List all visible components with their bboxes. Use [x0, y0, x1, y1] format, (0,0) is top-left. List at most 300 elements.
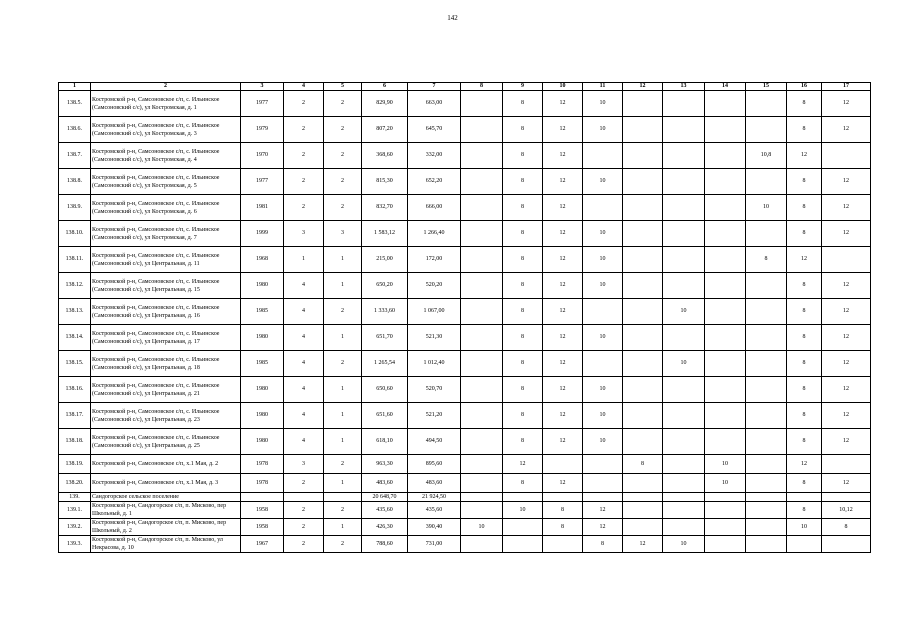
table-cell: 12 [543, 325, 583, 351]
table-cell: 139.2. [59, 519, 91, 536]
table-cell [461, 169, 503, 195]
table-cell: 8 [623, 455, 663, 474]
table-cell: Костромской р-н, Сандогорское с/п, п. Мисково, пер Школьный, д. 2 [91, 519, 241, 536]
table-cell: 12 [822, 377, 871, 403]
table-cell [461, 195, 503, 221]
table-cell [461, 325, 503, 351]
table-cell: 8 [543, 519, 583, 536]
table-cell [623, 195, 663, 221]
table-cell: 8 [787, 169, 822, 195]
table-cell: 8 [503, 221, 543, 247]
table-cell: 4 [284, 273, 324, 299]
table-cell [663, 502, 705, 519]
table-cell: 435,60 [408, 502, 461, 519]
table-cell [663, 455, 705, 474]
table-cell: 8 [543, 502, 583, 519]
table-cell: 12 [543, 117, 583, 143]
table-cell: 1 [324, 247, 362, 273]
table-cell: 139. [59, 493, 91, 502]
table-cell: 12 [787, 143, 822, 169]
table-cell: 618,10 [362, 429, 408, 455]
table-cell: 4 [284, 299, 324, 325]
table-cell [663, 143, 705, 169]
table-cell: 1977 [241, 91, 284, 117]
table-cell [461, 143, 503, 169]
table-cell: 12 [583, 502, 623, 519]
table-cell: 2 [284, 536, 324, 553]
table-cell: 8 [503, 351, 543, 377]
table-cell: Костромской р-н, Самсоновское с/п, с. Ильинское (Самсоновский с/с), ул Центральная, д. 11 [91, 247, 241, 273]
table-cell: Костромской р-н, Самсоновское с/п, с. Ильинское (Самсоновский с/с), ул Костромская, д. 4 [91, 143, 241, 169]
table-cell: Костромской р-н, Сандогорское с/п, п. Мисково, ул Некрасова, д. 10 [91, 536, 241, 553]
table-row [59, 536, 871, 553]
table-cell: 10 [583, 273, 623, 299]
table-cell: 4 [284, 351, 324, 377]
table-cell [705, 221, 746, 247]
table-cell: 10 [461, 519, 503, 536]
table-cell [583, 493, 623, 502]
table-cell: 138.10. [59, 221, 91, 247]
table-cell: Костромской р-н, Самсоновское с/п, с. Ильинское (Самсоновский с/с), ул Центральная, д. 25 [91, 429, 241, 455]
table-cell: 8 [503, 195, 543, 221]
table-cell [705, 502, 746, 519]
table-row [59, 273, 871, 299]
table-cell: 8 [787, 91, 822, 117]
table-cell: 10 [705, 474, 746, 493]
table-cell: 8 [503, 325, 543, 351]
table-cell [583, 474, 623, 493]
table-row [59, 455, 871, 474]
table-cell [583, 351, 623, 377]
table-cell: 12 [543, 273, 583, 299]
table-row [59, 325, 871, 351]
table-cell: 2 [324, 299, 362, 325]
table-cell: 12 [822, 299, 871, 325]
table-cell: 12 [623, 536, 663, 553]
table-cell: 8 [503, 273, 543, 299]
table-cell: 12 [543, 91, 583, 117]
column-header: 14 [705, 83, 746, 91]
table-cell [241, 493, 284, 502]
table-row [59, 117, 871, 143]
table-cell [583, 299, 623, 325]
table-cell: 8 [822, 519, 871, 536]
table-cell: 10 [583, 377, 623, 403]
table-cell: 8 [503, 299, 543, 325]
table-cell: 12 [543, 143, 583, 169]
table-cell: 1 012,40 [408, 351, 461, 377]
table-cell [663, 247, 705, 273]
table-cell: 10 [746, 195, 787, 221]
page-number: 142 [447, 14, 458, 22]
table-cell: 1 067,00 [408, 299, 461, 325]
table-cell: Костромской р-н, Самсоновское с/п, с. Ильинское (Самсоновский с/с), ул Центральная, д. 16 [91, 299, 241, 325]
table-cell: 12 [503, 455, 543, 474]
table-cell [746, 403, 787, 429]
table-cell [663, 91, 705, 117]
table-cell: 435,60 [362, 502, 408, 519]
table-cell: 12 [822, 474, 871, 493]
table-cell: 8 [787, 351, 822, 377]
table-cell: 1 583,12 [362, 221, 408, 247]
table-cell [746, 299, 787, 325]
table-cell [663, 474, 705, 493]
table-cell: 815,30 [362, 169, 408, 195]
table-cell: 1980 [241, 377, 284, 403]
table-cell [822, 247, 871, 273]
table-cell [583, 455, 623, 474]
table-cell: 2 [324, 351, 362, 377]
table-cell: 1 [324, 325, 362, 351]
table-cell [663, 493, 705, 502]
table-cell: 332,00 [408, 143, 461, 169]
table-cell: 10 [663, 299, 705, 325]
table-cell: 12 [822, 325, 871, 351]
table-cell: 645,70 [408, 117, 461, 143]
table-cell: 8 [503, 403, 543, 429]
table-cell: 1985 [241, 351, 284, 377]
table-body [59, 91, 871, 553]
table-cell [705, 91, 746, 117]
table-cell: 8 [787, 117, 822, 143]
table-cell [461, 474, 503, 493]
table-cell: 12 [822, 169, 871, 195]
table-cell [746, 493, 787, 502]
table-cell: Костромской р-н, Самсоновское с/п, с. Ильинское (Самсоновский с/с), ул Костромская, д. 7 [91, 221, 241, 247]
table-cell [543, 455, 583, 474]
table-cell [705, 429, 746, 455]
table-row [59, 377, 871, 403]
table-cell [663, 221, 705, 247]
table-cell: 12 [822, 429, 871, 455]
table-cell: Костромской р-н, Самсоновское с/п, с. Ильинское (Самсоновский с/с), ул Костромская, д. 1 [91, 91, 241, 117]
table-cell: 8 [787, 195, 822, 221]
table-cell: Костромской р-н, Самсоновское с/п, с. Ильинское (Самсоновский с/с), ул Центральная, д. 15 [91, 273, 241, 299]
table-cell: 12 [822, 403, 871, 429]
table-cell: 1 [324, 519, 362, 536]
table-cell [746, 117, 787, 143]
table-cell: 10 [583, 247, 623, 273]
table-row [59, 299, 871, 325]
table-cell [746, 429, 787, 455]
table-cell [461, 455, 503, 474]
table-cell [461, 377, 503, 403]
table-cell: 520,70 [408, 377, 461, 403]
table-cell: 8 [503, 377, 543, 403]
table-cell: 138.18. [59, 429, 91, 455]
table-cell [705, 493, 746, 502]
table-cell: Костромской р-н, Самсоновское с/п, с. Ильинское (Самсоновский с/с), ул Костромская, д. 3 [91, 117, 241, 143]
table-cell: 1977 [241, 169, 284, 195]
table-cell [663, 169, 705, 195]
table-cell: 10 [705, 455, 746, 474]
table-cell [461, 493, 503, 502]
table-cell: Костромской р-н, Самсоновское с/п, с. Ильинское (Самсоновский с/с), ул Центральная, д. 21 [91, 377, 241, 403]
table-cell [705, 273, 746, 299]
table-cell: 8 [503, 474, 543, 493]
table-cell: 1978 [241, 455, 284, 474]
table-cell [461, 221, 503, 247]
table-cell [705, 351, 746, 377]
column-header: 6 [362, 83, 408, 91]
table-cell [543, 536, 583, 553]
table-cell: 483,60 [408, 474, 461, 493]
table-cell: 1 265,54 [362, 351, 408, 377]
table-row [59, 351, 871, 377]
table-cell [746, 502, 787, 519]
table-cell: 12 [822, 91, 871, 117]
table-cell: 138.5. [59, 91, 91, 117]
table-cell [503, 519, 543, 536]
table-cell: 21 924,50 [408, 493, 461, 502]
table-cell: 390,40 [408, 519, 461, 536]
table-cell [623, 117, 663, 143]
table-cell: 2 [284, 117, 324, 143]
table-cell: 138.16. [59, 377, 91, 403]
table-cell: 666,00 [408, 195, 461, 221]
table-cell [663, 377, 705, 403]
table-cell: 1 [324, 403, 362, 429]
table-cell: 1 [284, 247, 324, 273]
table-row [59, 247, 871, 273]
table-cell: 12 [822, 195, 871, 221]
table-cell: 2 [284, 143, 324, 169]
table-cell: Сандогорское сельское поселение [91, 493, 241, 502]
table-cell: 650,20 [362, 273, 408, 299]
table-cell [705, 536, 746, 553]
table-cell: 1999 [241, 221, 284, 247]
column-header: 7 [408, 83, 461, 91]
header-row [59, 83, 871, 91]
table-cell: 4 [284, 325, 324, 351]
table-cell: 832,70 [362, 195, 408, 221]
table-cell [623, 169, 663, 195]
table-cell [623, 474, 663, 493]
table-cell [663, 273, 705, 299]
table-cell: 138.11. [59, 247, 91, 273]
table-cell: 12 [543, 299, 583, 325]
table-cell: Костромской р-н, Самсоновское с/п, х.1 Мая, д. 2 [91, 455, 241, 474]
table-cell: 8 [787, 429, 822, 455]
table-cell: 138.12. [59, 273, 91, 299]
table-cell: 1979 [241, 117, 284, 143]
column-header: 3 [241, 83, 284, 91]
table-cell [623, 351, 663, 377]
table-cell: 2 [324, 91, 362, 117]
table-cell [461, 117, 503, 143]
table-cell: 138.7. [59, 143, 91, 169]
table-cell: 10 [787, 519, 822, 536]
table-cell: 8 [503, 143, 543, 169]
table-cell: 10 [583, 169, 623, 195]
table-cell: 2 [324, 169, 362, 195]
column-header: 13 [663, 83, 705, 91]
table-cell: 12 [822, 117, 871, 143]
table-cell [623, 377, 663, 403]
table-cell: Костромской р-н, Самсоновское с/п, с. Ильинское (Самсоновский с/с), ул Центральная, д. 23 [91, 403, 241, 429]
table-header [59, 83, 871, 91]
table-cell: 4 [284, 429, 324, 455]
column-header: 15 [746, 83, 787, 91]
table-cell [705, 299, 746, 325]
table-cell: 521,20 [408, 403, 461, 429]
table-cell [787, 536, 822, 553]
table-row [59, 143, 871, 169]
housing-register-table [58, 82, 871, 553]
table-cell [503, 493, 543, 502]
column-header: 12 [623, 83, 663, 91]
table-cell: 3 [324, 221, 362, 247]
table-cell: 2 [284, 91, 324, 117]
table-cell: 2 [324, 195, 362, 221]
table-cell: 12 [543, 195, 583, 221]
table-cell [503, 536, 543, 553]
table-cell: 8 [787, 325, 822, 351]
table-cell: 172,00 [408, 247, 461, 273]
table-cell [746, 519, 787, 536]
table-cell: 12 [543, 429, 583, 455]
table-cell [623, 519, 663, 536]
table-cell [461, 351, 503, 377]
table-cell [746, 221, 787, 247]
table-cell: 8 [787, 403, 822, 429]
table-cell: 12 [543, 403, 583, 429]
table-cell [461, 299, 503, 325]
table-cell [461, 91, 503, 117]
table-cell [705, 403, 746, 429]
table-cell: 1980 [241, 325, 284, 351]
table-cell [822, 455, 871, 474]
table-cell [663, 325, 705, 351]
table-cell: 1967 [241, 536, 284, 553]
table-cell: 829,90 [362, 91, 408, 117]
table-cell: 1 333,60 [362, 299, 408, 325]
table-cell: Костромской р-н, Самсоновское с/п, с. Ильинское (Самсоновский с/с), ул Центральная, д. 18 [91, 351, 241, 377]
table-cell: 12 [543, 377, 583, 403]
table-row [59, 519, 871, 536]
table-cell [461, 536, 503, 553]
table-cell [822, 143, 871, 169]
table-cell: 521,30 [408, 325, 461, 351]
table-cell: 2 [284, 195, 324, 221]
table-cell: 138.13. [59, 299, 91, 325]
table-cell: 12 [543, 351, 583, 377]
table-cell: 731,00 [408, 536, 461, 553]
table-cell: 1 [324, 377, 362, 403]
table-cell: 8 [746, 247, 787, 273]
table-cell: 652,20 [408, 169, 461, 195]
table-cell: 10 [663, 536, 705, 553]
table-cell: 10,8 [746, 143, 787, 169]
table-cell: 8 [583, 536, 623, 553]
column-header: 11 [583, 83, 623, 91]
table-cell [461, 502, 503, 519]
column-header: 8 [461, 83, 503, 91]
table-cell [787, 493, 822, 502]
table-cell [623, 502, 663, 519]
table-cell: Костромской р-н, Самсоновское с/п, с. Ильинское (Самсоновский с/с), ул Костромская, д. 6 [91, 195, 241, 221]
table-cell: 12 [543, 247, 583, 273]
table-cell: 12 [787, 455, 822, 474]
table-cell: 138.20. [59, 474, 91, 493]
table-cell: 2 [284, 502, 324, 519]
table-cell [461, 403, 503, 429]
column-header: 10 [543, 83, 583, 91]
column-header: 17 [822, 83, 871, 91]
table-cell: 20 648,70 [362, 493, 408, 502]
table-cell [324, 493, 362, 502]
table-cell: 4 [284, 403, 324, 429]
table-cell [583, 195, 623, 221]
table-cell: 651,70 [362, 325, 408, 351]
table-row [59, 169, 871, 195]
table-cell: 10 [503, 502, 543, 519]
table-cell: 12 [822, 221, 871, 247]
table-cell [461, 429, 503, 455]
table-cell: 8 [503, 169, 543, 195]
table-cell: 1958 [241, 519, 284, 536]
table-cell: 10,12 [822, 502, 871, 519]
table-cell: 10 [663, 351, 705, 377]
table-cell: 10 [583, 429, 623, 455]
column-header: 1 [59, 83, 91, 91]
table-cell [746, 273, 787, 299]
table-cell: 8 [503, 91, 543, 117]
table-cell: Костромской р-н, Самсоновское с/п, х.1 Мая, д. 3 [91, 474, 241, 493]
table-cell: 483,60 [362, 474, 408, 493]
table-cell: 10 [583, 221, 623, 247]
table-row [59, 502, 871, 519]
table-cell [623, 403, 663, 429]
table-cell: 520,20 [408, 273, 461, 299]
table-cell: Костромской р-н, Самсоновское с/п, с. Ильинское (Самсоновский с/с), ул Костромская, д. 5 [91, 169, 241, 195]
table-cell [663, 117, 705, 143]
table-cell [663, 519, 705, 536]
table-cell: 8 [787, 502, 822, 519]
column-header: 4 [284, 83, 324, 91]
table-row [59, 493, 871, 502]
table-cell: 663,00 [408, 91, 461, 117]
table-cell: 138.14. [59, 325, 91, 351]
table-cell: 1 266,40 [408, 221, 461, 247]
table-cell: 3 [284, 455, 324, 474]
table-cell [583, 143, 623, 169]
table-cell: 215,00 [362, 247, 408, 273]
table-cell [284, 493, 324, 502]
table-cell [663, 403, 705, 429]
table-cell: 1 [324, 474, 362, 493]
table-cell: 138.15. [59, 351, 91, 377]
table-cell [623, 273, 663, 299]
table-cell: 8 [503, 247, 543, 273]
table-row [59, 195, 871, 221]
table-cell: 138.17. [59, 403, 91, 429]
table-cell [705, 169, 746, 195]
table-cell [822, 536, 871, 553]
table-cell: 2 [324, 143, 362, 169]
table-cell: 2 [324, 117, 362, 143]
table-cell: 8 [787, 299, 822, 325]
table-cell: 138.8. [59, 169, 91, 195]
table-row [59, 429, 871, 455]
table-cell: 2 [324, 502, 362, 519]
table-cell [623, 91, 663, 117]
table-cell: 8 [787, 474, 822, 493]
table-cell [705, 143, 746, 169]
table-cell: 138.19. [59, 455, 91, 474]
table-cell: 895,60 [408, 455, 461, 474]
table-cell: 139.1. [59, 502, 91, 519]
